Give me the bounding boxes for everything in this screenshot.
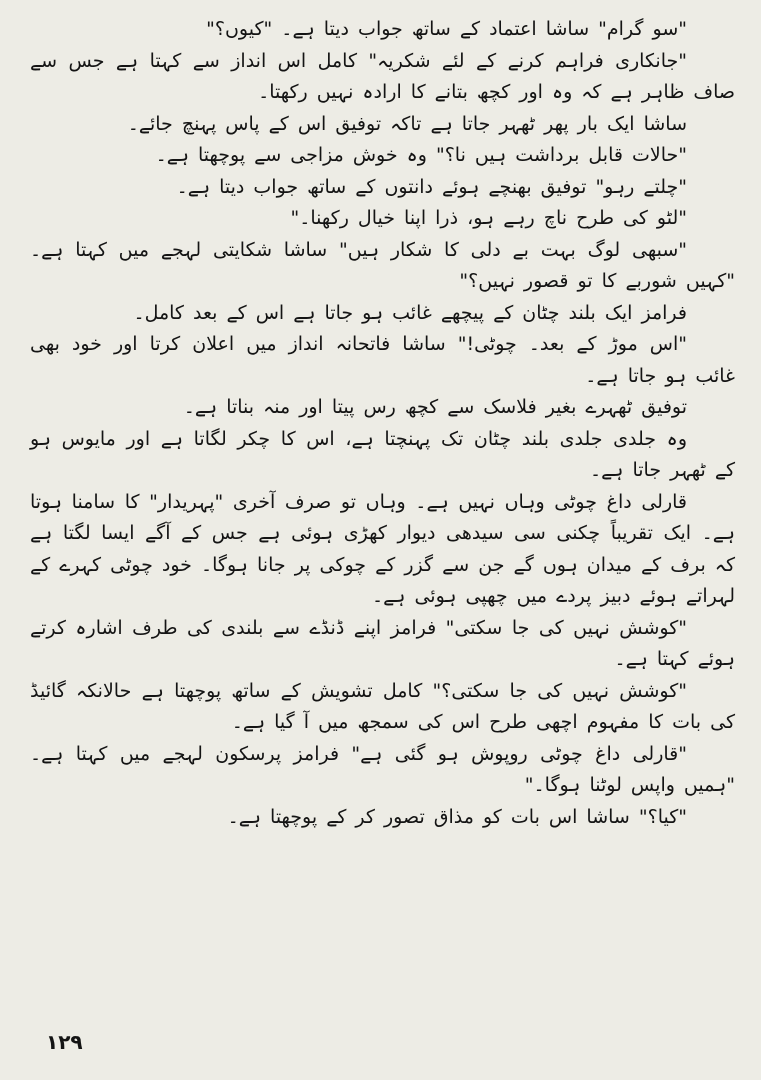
paragraph: توفیق ٹھہرے بغیر فلاسک سے کچھ رس پیتا اور منہ بناتا ہے۔ [183, 396, 687, 418]
paragraph: "کوشش نہیں کی جا سکتی" فرامز اپنے ڈنڈے سے بلندی کی طرف اشارہ کرتے ہوئے کہتا ہے۔ [30, 616, 735, 670]
paragraph: "قارلی داغ چوٹی روپوش ہو گئی ہے" فرامز پرسکون لہجے میں کہتا ہے۔ "ہمیں واپس لوٹنا ہوگا۔" [30, 742, 735, 796]
paragraph: "جانکاری فراہم کرنے کے لئے شکریہ" کامل اس انداز سے کہتا ہے جس سے صاف ظاہر ہے کہ وہ اور کچھ بتانے کا ارادہ نہیں رکھتا۔ [30, 49, 735, 103]
paragraph: "کوشش نہیں کی جا سکتی؟" کامل تشویش کے ساتھ پوچھتا ہے حالانکہ گائیڈ کی بات کا مفہوم اچھی طرح اس کی سمجھ میں آ گیا ہے۔ [30, 679, 735, 733]
paragraph: وہ جلدی جلدی بلند چٹان تک پہنچتا ہے، اس کا چکر لگاتا ہے اور مایوس ہو کے ٹھہر جاتا ہے۔ [30, 427, 735, 481]
paragraph: "اس موڑ کے بعد۔ چوٹی!" ساشا فاتحانہ انداز میں اعلان کرتا اور خود بھی غائب ہو جاتا ہے۔ [30, 333, 735, 387]
paragraph: ساشا ایک بار پھر ٹھہر جاتا ہے تاکہ توفیق اس کے پاس پہنچ جائے۔ [127, 112, 687, 135]
page-body-text [30, 14, 735, 833]
paragraph: "حالات قابل برداشت ہیں نا؟" وہ خوش مزاجی سے پوچھتا ہے۔ [155, 144, 687, 166]
paragraph: "لٹو کی طرح ناچ رہے ہو، ذرا اپنا خیال رکھنا۔" [290, 207, 687, 229]
paragraph: "سو گرام" ساشا اعتماد کے ساتھ جواب دیتا ہے۔ "کیوں؟" [206, 18, 687, 40]
paragraph: "کیا؟" ساشا اس بات کو مذاق تصور کر کے پوچھتا ہے۔ [227, 805, 687, 828]
paragraph: قارلی داغ چوٹی وہاں نہیں ہے۔ وہاں تو صرف آخری "پہریدار" کا سامنا ہوتا ہے۔ ایک تقریباً چکنی سی سیدھی دیوار کھڑی ہوئی ہے جس کے آگے ایسا لگتا ہے کہ برف کے میدان ہوں گے جن سے گزر کے چوکی پر جانا ہوگا۔ خود چوٹی کہرے کے لہراتے ہوئے دبیز پردے میں چھپی ہوئی ہے۔ [30, 490, 735, 607]
paragraph: "چلتے رہو" توفیق بھنچے ہوئے دانتوں کے ساتھ جواب دیتا ہے۔ [176, 175, 687, 198]
paragraph: فرامز ایک بلند چٹان کے پیچھے غائب ہو جاتا ہے اس کے بعد کامل۔ [133, 301, 687, 324]
paragraph: "سبھی لوگ بہت بے دلی کا شکار ہیں" ساشا شکایتی لہجے میں کہتا ہے۔ "کہیں شوربے کا تو قصور نہیں؟" [30, 238, 735, 292]
page-number: ۱۲۹ [46, 1030, 83, 1054]
